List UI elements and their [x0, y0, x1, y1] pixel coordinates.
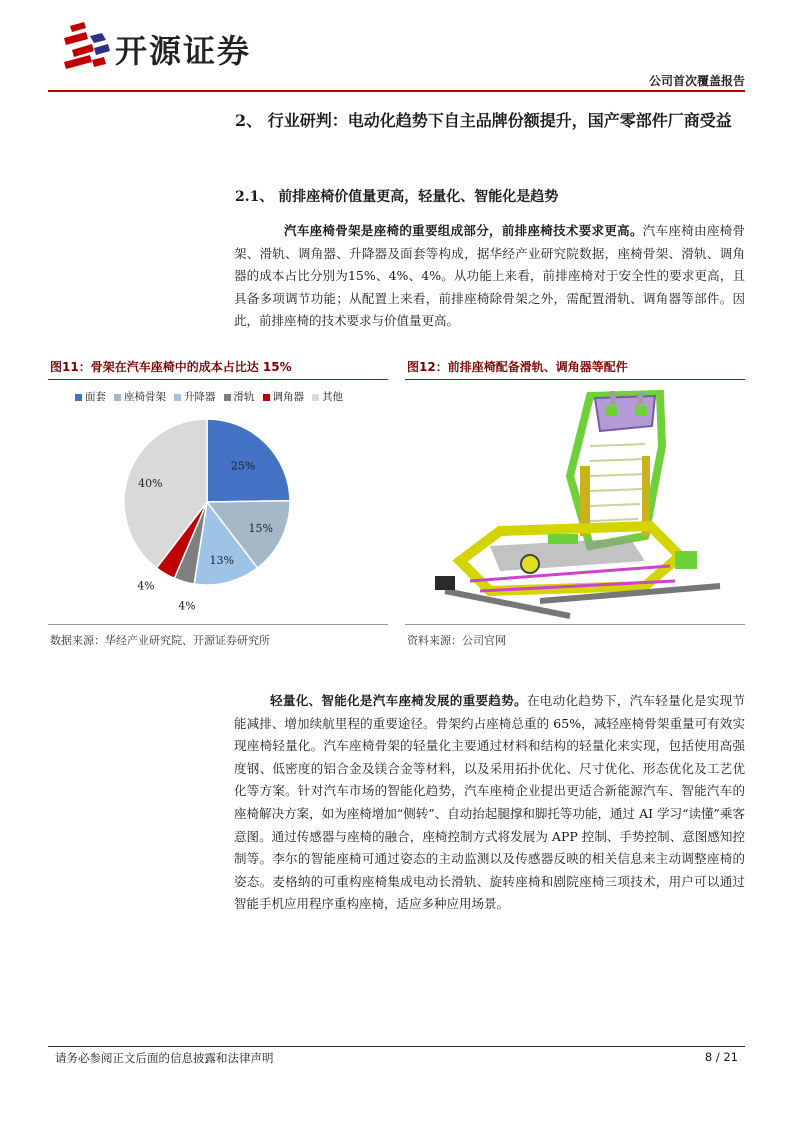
paragraph-2-lead: 轻量化、智能化是汽车座椅发展的重要趋势。	[270, 693, 527, 708]
header-divider	[48, 90, 745, 92]
figure-12-bottom-rule	[405, 624, 745, 625]
footer-divider	[48, 1046, 745, 1047]
pie-label-5: 4%	[137, 579, 155, 593]
pie-label-6: 40%	[138, 476, 163, 490]
figure-11-bottom-rule	[48, 624, 388, 625]
footer-disclaimer: 请务必参阅正文后面的信息披露和法律声明	[55, 1051, 274, 1065]
paragraph-1-lead: 汽车座椅骨架是座椅的重要组成部分，前排座椅技术要求更高。	[284, 223, 643, 238]
paragraph-2	[234, 690, 745, 916]
report-type: 公司首次覆盖报告	[648, 74, 745, 88]
paragraph-2-body: 在电动化趋势下，汽车轻量化是实现节能减排、增加续航里程的重要途径。骨架约占座椅总重的 65%，减轻座椅骨架重量可有效实现座椅轻量化。汽车座椅骨架的轻量化主要通过材料和结构的轻量化来实现，包括使用高强度钢、低密度的铝合金及镁合金等材料，以及采用拓扑优化、尺寸优化、形态优化及工艺优化等方案。针对汽车市场的智能化趋势，汽车座椅企业提出更适合新能源汽车、智能汽车的座椅解决方案，如为座椅增加“侧转”、自动抬起腿撑和脚托等功能，通过 AI 学习“读懂”乘客意图。通过传感器与座椅的融合，座椅控制方式将发展为 APP 控制、手势控制、意图感知控制等。李尔的智能座椅可通过姿态的主动监测以及传感器反映的相关信息来主动调整座椅的姿态。麦格纳的可重构座椅集成电动长滑轨、旋转座椅和剧院座椅三项技术，用户可以通过智能手机应用程序重构座椅，适应多种应用场景。	[234, 693, 745, 912]
legend-item: 滑轨	[224, 389, 255, 404]
paragraph-1-body: 汽车座椅由座椅骨架、滑轨、调角器、升降器及面套等构成，据华经产业研究院数据，座椅骨架、滑轨、调角器的成本占比分别为15%、4%、4%。从功能上来看，前排座椅对于安全性的要求更高，且具备多项调节功能；从配置上来看，前排座椅除骨架之外，需配置滑轨、调角器等部件。因此，前排座椅的技术要求与价值量更高。	[234, 223, 745, 329]
pie-label-4: 4%	[178, 599, 196, 613]
company-name: 开源证券	[115, 32, 252, 70]
pie-label-1: 25%	[230, 459, 256, 473]
legend-item: 调角器	[263, 389, 305, 404]
subsection-title: 2.1、 前排座椅价值量更高，轻量化、智能化是趋势	[235, 189, 559, 205]
legend-item: 其他	[312, 389, 343, 404]
figure-11-source: 数据来源：华经产业研究院、开源证券研究所	[50, 634, 270, 647]
figure-12-title: 图12：前排座椅配备滑轨、调角器等配件	[407, 360, 628, 374]
paragraph-1	[234, 220, 745, 333]
chart-legend	[75, 389, 395, 404]
page-number: 8 / 21	[704, 1050, 738, 1064]
legend-item: 面套	[75, 389, 106, 404]
section-title: 2、 行业研判：电动化趋势下自主品牌份额提升，国产零部件厂商受益	[235, 111, 732, 130]
pie-label-2: 15%	[248, 522, 274, 536]
pie-label-3: 13%	[209, 553, 234, 567]
figure-12-source: 资料来源：公司官网	[407, 634, 506, 647]
car-seat-frame-image	[430, 386, 740, 618]
legend-item: 升降器	[174, 389, 216, 404]
legend-item: 座椅骨架	[114, 389, 166, 404]
figure-11-rule	[48, 379, 388, 380]
pie-chart	[100, 405, 320, 613]
figure-11-title: 图11：骨架在汽车座椅中的成本占比达 15%	[50, 360, 292, 374]
figure-12-rule	[405, 379, 745, 380]
company-logo-icon	[62, 22, 112, 74]
